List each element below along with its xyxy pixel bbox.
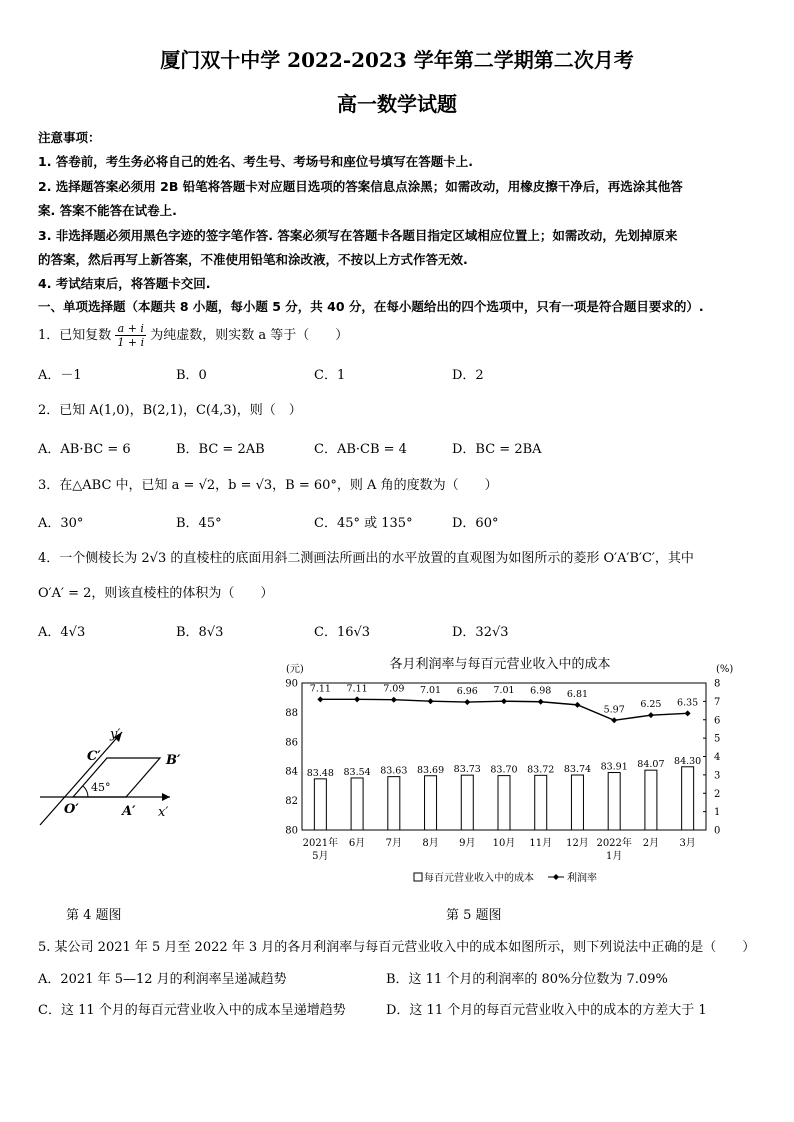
line-point <box>428 698 434 704</box>
q1-option-a: A．－1 <box>38 368 82 383</box>
q3-option-a: A．30° <box>38 516 84 531</box>
q5-option-d: D．这 11 个月的每百元营业收入中的成本的方差大于 1 <box>386 1003 707 1018</box>
bar <box>571 775 583 830</box>
legend <box>414 871 597 884</box>
bar <box>498 776 510 830</box>
q1-fraction-denominator: 1 + i <box>117 336 145 349</box>
line-value-label: 7.01 <box>419 685 442 697</box>
q1-option-b: B．0 <box>176 368 207 383</box>
bar <box>645 770 657 830</box>
q4-option-b: B．8√3 <box>176 625 224 640</box>
label-a: A′ <box>122 804 136 819</box>
line-value-label: 6.25 <box>640 699 662 711</box>
q5-option-c: C．这 11 个月的每百元营业收入中的成本呈递增趋势 <box>38 1003 346 1018</box>
notice-item-3a: 3. 非选择题必须用黑色字迹的签字笔作答. 答案必须写在答题卡各题目指定区域相应位置上；如需改动，先划掉原来 <box>38 228 678 243</box>
bar <box>535 775 547 830</box>
category-label-line2: 1月 <box>605 851 623 862</box>
q2-option-c: C．AB·CB = 4 <box>314 442 407 457</box>
bar-value-label: 83.74 <box>563 764 592 776</box>
q2-option-b: B．BC = 2AB <box>176 442 265 457</box>
right-tick-label: 6 <box>714 715 721 727</box>
label-angle: 45° <box>91 781 111 794</box>
label-o: O′ <box>64 802 79 817</box>
notice-item-1: 1. 答卷前，考生务必将自己的姓名、考生号、考场号和座位号填写在答题卡上. <box>38 154 474 169</box>
notice-item-2b: 案. 答案不能答在试卷上. <box>38 203 177 218</box>
bar-value-label: 83.69 <box>416 764 445 776</box>
category-label: 2022年 <box>596 838 632 849</box>
category-label: 2021年 <box>302 838 339 849</box>
notice-item-3b: 的答案，然后再写上新答案，不准使用铅笔和涂改液，不按以上方式作答无效. <box>38 252 468 267</box>
right-tick-label: 0 <box>714 825 721 837</box>
right-axis-unit: (%) <box>716 664 734 675</box>
figure-4-rhombus <box>30 720 190 830</box>
q3-option-c: C．45° 或 135° <box>314 516 413 531</box>
bar <box>608 773 620 830</box>
right-tick-label: 7 <box>714 696 721 708</box>
line-point <box>611 717 617 723</box>
left-tick-label: 82 <box>285 796 298 808</box>
q1-suffix: 为纯虚数，则实数 a 等于（ ） <box>150 328 349 343</box>
q5-option-a: A．2021 年 5—12 月的利润率呈递减趋势 <box>38 972 287 987</box>
question-5-stem: 5. 某公司 2021 年 5 月至 2022 年 3 月的各月利润率与每百元营业收入中的成本如图所示，则下列说法中正确的是（ ） <box>38 940 756 955</box>
left-tick-label: 80 <box>285 825 298 837</box>
line-value-label: 6.98 <box>530 685 552 697</box>
bar-value-label: 83.70 <box>490 764 518 776</box>
category-label: 12月 <box>566 838 589 849</box>
label-b: B′ <box>166 753 181 768</box>
line-point <box>648 712 654 718</box>
line-point <box>464 699 470 705</box>
bar-value-label: 83.91 <box>600 761 628 773</box>
q1-fraction-numerator: a + i <box>115 322 146 336</box>
bar-value-label: 83.63 <box>380 765 408 777</box>
right-tick-label: 5 <box>714 733 721 745</box>
left-tick-label: 86 <box>285 737 298 749</box>
right-tick-label: 3 <box>714 770 721 782</box>
category-label: 7月 <box>385 838 403 849</box>
bar-value-label: 83.48 <box>306 767 334 779</box>
legend-bar-swatch <box>414 873 422 881</box>
figure-4-caption: 第 4 题图 <box>66 908 122 923</box>
figure-5-chart <box>270 654 754 890</box>
notice-heading: 注意事项： <box>38 130 101 145</box>
line-value-label: 6.81 <box>566 688 589 700</box>
category-label: 3月 <box>679 838 696 849</box>
angle-arc <box>83 786 88 797</box>
left-tick-label: 88 <box>285 707 298 719</box>
question-2-stem: 2．已知 A(1,0)，B(2,1)，C(4,3)，则（ ） <box>38 403 302 418</box>
question-1-stem <box>38 322 348 349</box>
right-tick-label: 4 <box>714 752 721 763</box>
question-4-line-1: 4．一个侧棱长为 2√3 的直棱柱的底面用斜二测画法所画出的水平放置的直观图为如图所示的菱形 O′A′B′C′，其中 <box>38 551 694 566</box>
legend-line-marker <box>553 874 559 880</box>
line-point <box>354 696 360 702</box>
q4-option-a: A．4√3 <box>38 625 86 640</box>
left-tick-label: 90 <box>285 678 298 690</box>
label-c: C′ <box>87 749 101 764</box>
bar <box>425 776 437 830</box>
line-value-label: 5.97 <box>603 704 625 716</box>
page-subtitle: 高一数学试题 <box>337 92 457 116</box>
line-value-label: 7.09 <box>383 683 405 695</box>
line-value-label: 7.01 <box>493 685 515 697</box>
bar-value-label: 84.30 <box>674 755 702 767</box>
line-value-label: 7.11 <box>309 683 331 695</box>
legend-bar-label: 每百元营业收入中的成本 <box>424 873 534 884</box>
category-label: 6月 <box>348 838 366 849</box>
line-value-label: 7.11 <box>346 683 368 695</box>
figure-5-caption: 第 5 题图 <box>446 908 502 923</box>
bar <box>682 767 694 830</box>
left-axis <box>285 679 298 837</box>
bar-value-label: 83.54 <box>343 766 371 778</box>
bar <box>314 779 326 830</box>
q1-option-d: D．2 <box>452 368 484 383</box>
line-value-label: 6.35 <box>677 697 699 709</box>
category-axis <box>303 836 696 862</box>
q1-fraction <box>115 322 146 349</box>
question-3-stem: 3．在△ABC 中，已知 a = √2，b = √3，B = 60°，则 A 角的度数为（ ） <box>38 478 498 493</box>
q1-option-c: C．1 <box>314 368 346 383</box>
section-heading: 一、单项选择题（本题共 8 小题，每小题 5 分，共 40 分，在每小题给出的四个选项中，只有一项是符合题目要求的）. <box>38 299 704 314</box>
q3-option-b: B．45° <box>176 516 222 531</box>
left-tick-label: 84 <box>285 766 298 778</box>
q5-option-b: B．这 11 个月的利润率的 80%分位数为 7.09% <box>386 972 668 987</box>
bar-value-label: 84.07 <box>637 759 665 771</box>
page-title: 厦门双十中学 2022-2023 学年第二学期第二次月考 <box>160 48 634 72</box>
x-axis-arrow <box>162 793 170 801</box>
right-tick-label: 8 <box>714 678 721 690</box>
q4-option-d: D．32√3 <box>452 625 509 640</box>
chart-title: 各月利润率与每百元营业收入中的成本 <box>389 657 611 672</box>
bar <box>388 777 400 830</box>
line-series <box>310 683 698 723</box>
left-axis-unit: (元) <box>286 664 304 675</box>
category-label: 9月 <box>459 838 476 849</box>
legend-line-label: 利润率 <box>567 873 597 884</box>
category-label: 10月 <box>492 838 516 849</box>
notice-item-2a: 2. 选择题答案必须用 2B 铅笔将答题卡对应题目选项的答案信息点涂黑；如需改动，用橡皮擦干净后，再选涂其他答 <box>38 179 683 194</box>
q3-option-d: D．60° <box>452 516 499 531</box>
question-4-line-2: O′A′ = 2，则该直棱柱的体积为（ ） <box>38 586 274 601</box>
category-label-line2: 5月 <box>312 851 329 862</box>
line-point <box>685 710 691 716</box>
category-label: 11月 <box>529 838 553 849</box>
line-point <box>538 699 544 705</box>
q1-prefix: 1．已知复数 <box>38 328 112 343</box>
label-x: x′ <box>158 805 169 820</box>
q2-option-a: A．AB·BC = 6 <box>38 442 131 457</box>
notice-item-4: 4. 考试结束后，将答题卡交回. <box>38 276 211 291</box>
category-label: 2月 <box>642 838 660 849</box>
right-tick-label: 2 <box>714 788 721 800</box>
label-y: y′ <box>110 727 121 742</box>
q4-option-c: C．16√3 <box>314 625 371 640</box>
line-value-label: 6.96 <box>456 686 478 698</box>
bar-value-label: 83.72 <box>527 764 555 776</box>
bar <box>351 778 363 830</box>
line-point <box>391 697 397 703</box>
line-point <box>501 698 507 704</box>
line-point <box>317 696 323 702</box>
bar-value-label: 83.73 <box>453 764 481 776</box>
bar-series <box>307 756 701 830</box>
y-axis <box>40 732 122 825</box>
bar <box>461 775 473 830</box>
category-label: 8月 <box>422 838 439 849</box>
right-tick-label: 1 <box>714 807 721 819</box>
line-point <box>574 702 580 708</box>
q2-option-d: D．BC = 2BA <box>452 442 542 457</box>
